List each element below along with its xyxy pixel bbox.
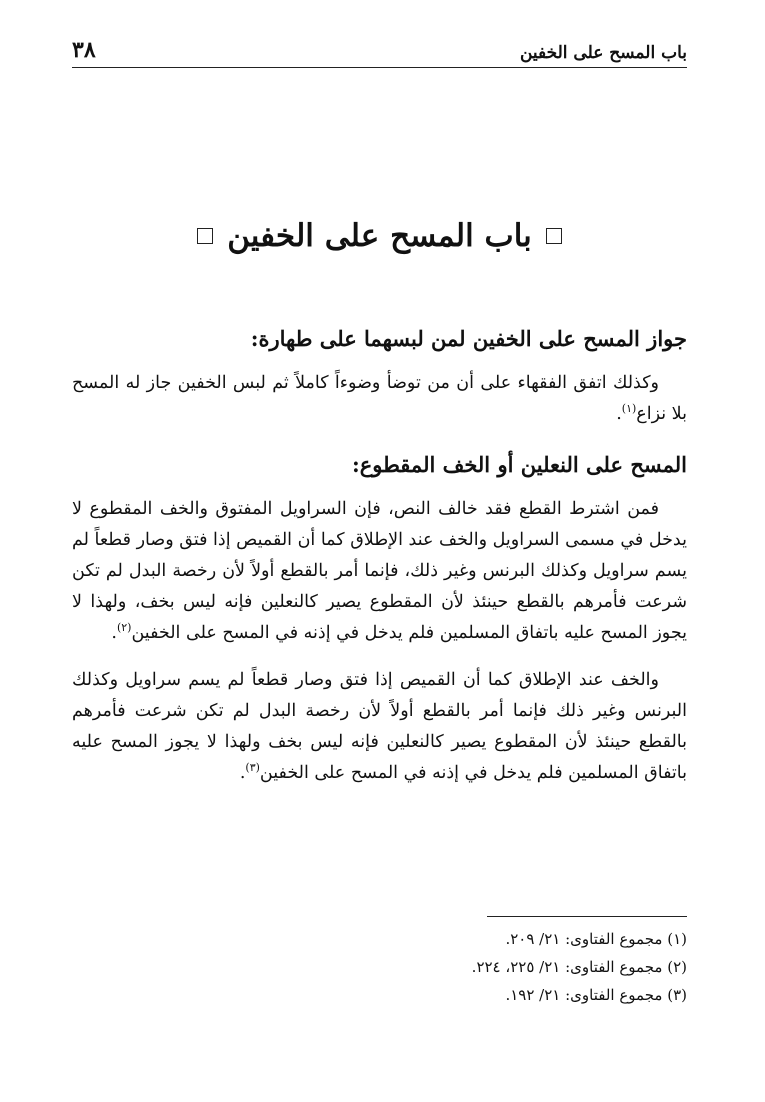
paragraph-text: وكذلك اتفق الفقهاء على أن من توضأ وضوءاً كاملاً ثم لبس الخفين جاز له المسح بلا نزاع: [72, 373, 687, 424]
running-header-title: باب المسح على الخفين: [519, 43, 687, 63]
footnote-divider: [487, 916, 687, 917]
paragraph-text: والخف عند الإطلاق كما أن القميص إذا فتق وصار قطعاً لم يسم سراويل وكذلك البرنس وغير ذلك فإنما أمر بالقطع أولاً لأن رخصة البدل لم تكن شرعت فأمرهم بالقطع حينئذ لأن المقطوع يصير كالنعلين فإنه ليس بخف ولهذا لا يجوز المسح عليه باتفاق المسلمين فلم يدخل في إذنه في المسح على الخفين: [72, 670, 687, 783]
footnote-ref: (١): [621, 402, 637, 416]
section-heading: جواز المسح على الخفين لمن لبسهما على طهارة:: [250, 326, 687, 351]
paragraph: [72, 494, 687, 649]
paragraph-text: فمن اشترط القطع فقد خالف النص، فإن السراويل المفتوق والخف المقطوع لا يدخل في مسمى السراويل والخف عند الإطلاق كما أن القميص إذا فتق وصار قطعاً لم يسم سراويل وكذلك البرنس وغير ذلك، فإنما أمر بالقطع أولاً لأن رخصة البدل لم تكن شرعت فأمرهم بالقطع حينئذ لأن المقطوع يصير كالنعلين فإنه ليس بخف، ولهذا لا يجوز المسح عليه باتفاق المسلمين فلم يدخل في إذنه في المسح على الخفين: [71, 499, 687, 643]
page-body: [72, 320, 687, 805]
footnote: [72, 925, 687, 953]
chapter-title-text: باب المسح على الخفين: [227, 218, 532, 254]
paragraph-end: .: [239, 763, 246, 783]
page-number: ٣٨: [72, 37, 96, 63]
footnote-text: مجموع الفتاوى: ٢١/ ٢٢٥، ٢٢٤.: [471, 958, 663, 976]
footnote-text: مجموع الفتاوى: ٢١/ ١٩٢.: [505, 986, 663, 1004]
footnote-number: (١): [667, 930, 687, 948]
chapter-title: [72, 218, 687, 254]
footnote-ref: (٢): [116, 621, 132, 635]
paragraph: [72, 368, 687, 430]
footnote-text: مجموع الفتاوى: ٢١/ ٢٠٩.: [505, 930, 663, 948]
footnotes: [72, 916, 687, 1009]
footnote: [72, 981, 687, 1009]
footnote-ref: (٣): [245, 761, 260, 775]
square-ornament-icon: [197, 228, 213, 244]
square-ornament-icon: [546, 228, 562, 244]
footnote-number: (٣): [667, 986, 687, 1004]
running-header: [72, 28, 687, 68]
footnote-number: (٢): [667, 958, 687, 976]
paragraph-end: .: [111, 623, 117, 643]
section-heading: المسح على النعلين أو الخف المقطوع:: [351, 452, 687, 477]
footnote: [72, 953, 687, 981]
paragraph: [72, 665, 687, 789]
paragraph-end: .: [616, 404, 622, 424]
